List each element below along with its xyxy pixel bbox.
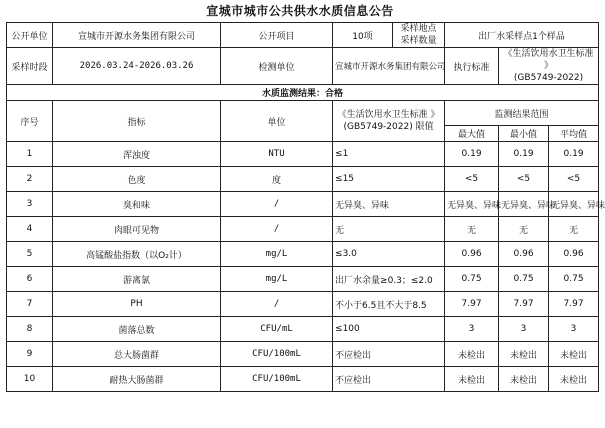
row-limit: ≤1 (333, 142, 445, 167)
standard-value: 《生活饮用水卫生标准 》 (GB5749-2022) (499, 48, 599, 85)
row-max: 无异臭、异味 (445, 192, 499, 217)
row-min: 无异臭、异味 (499, 192, 549, 217)
info-row-2 (7, 48, 599, 85)
site-label: 采样地点 采样数量 (393, 23, 445, 48)
row-limit: 无 (333, 217, 445, 242)
standard-label: 执行标准 (445, 48, 499, 85)
table-row (7, 242, 599, 267)
row-indicator: PH (53, 292, 221, 317)
row-index: 3 (7, 192, 53, 217)
table-row (7, 267, 599, 292)
row-unit: / (221, 192, 333, 217)
header-avg: 平均值 (549, 126, 599, 142)
row-limit: 不应检出 (333, 367, 445, 392)
row-min: 0.75 (499, 267, 549, 292)
header-range: 监测结果范围 (445, 101, 599, 126)
row-unit: CFU/mL (221, 317, 333, 342)
period-label: 采样时段 (7, 48, 53, 85)
table-row (7, 367, 599, 392)
row-index: 4 (7, 217, 53, 242)
row-indicator: 浑浊度 (53, 142, 221, 167)
publisher-value: 宣城市开源水务集团有限公司 (53, 23, 221, 48)
site-value: 出厂水采样点1个样品 (445, 23, 599, 48)
row-avg: 无 (549, 217, 599, 242)
row-indicator: 高锰酸盐指数（以O₂计） (53, 242, 221, 267)
row-min: 0.96 (499, 242, 549, 267)
result-line: 水质监测结果：合格 (7, 85, 599, 101)
row-index: 6 (7, 267, 53, 292)
row-index: 8 (7, 317, 53, 342)
row-limit: 不应检出 (333, 342, 445, 367)
notice-table (6, 22, 605, 392)
period-value: 2026.03.24-2026.03.26 (53, 48, 221, 85)
row-indicator: 肉眼可见物 (53, 217, 221, 242)
row-limit: ≤15 (333, 167, 445, 192)
row-unit: / (221, 217, 333, 242)
row-unit: 度 (221, 167, 333, 192)
row-min: 未检出 (499, 367, 549, 392)
row-max: 0.96 (445, 242, 499, 267)
row-avg: 7.97 (549, 292, 599, 317)
row-avg: 3 (549, 317, 599, 342)
row-max: 3 (445, 317, 499, 342)
row-max: 7.97 (445, 292, 499, 317)
header-index: 序号 (7, 101, 53, 142)
page-title: 宣城市城市公共供水水质信息公告 (206, 4, 394, 18)
row-index: 7 (7, 292, 53, 317)
row-index: 1 (7, 142, 53, 167)
row-index: 2 (7, 167, 53, 192)
row-min: 0.19 (499, 142, 549, 167)
row-index: 9 (7, 342, 53, 367)
row-limit: 不小于6.5且不大于8.5 (333, 292, 445, 317)
row-unit: CFU/100mL (221, 367, 333, 392)
lab-value: 宣城市开源水务集团有限公司 (333, 48, 445, 85)
row-max: 未检出 (445, 342, 499, 367)
row-avg: 0.19 (549, 142, 599, 167)
header-min: 最小值 (499, 126, 549, 142)
row-limit: ≤100 (333, 317, 445, 342)
row-limit: ≤3.0 (333, 242, 445, 267)
result-row (7, 85, 599, 101)
header-unit: 单位 (221, 101, 333, 142)
row-min: 未检出 (499, 342, 549, 367)
row-limit: 无异臭、异味 (333, 192, 445, 217)
header-max: 最大值 (445, 126, 499, 142)
row-unit: NTU (221, 142, 333, 167)
items-value: 10项 (333, 23, 393, 48)
row-unit: / (221, 292, 333, 317)
row-avg: 0.75 (549, 267, 599, 292)
header-limit: 《生活饮用水卫生标准 》 (GB5749-2022) 限值 (333, 101, 445, 142)
row-min: 7.97 (499, 292, 549, 317)
lab-label: 检测单位 (221, 48, 333, 85)
row-max: 无 (445, 217, 499, 242)
table-row (7, 192, 599, 217)
row-avg: <5 (549, 167, 599, 192)
items-label: 公开项目 (221, 23, 333, 48)
row-limit: 出厂水余量≥0.3；≤2.0 (333, 267, 445, 292)
table-row (7, 217, 599, 242)
row-index: 10 (7, 367, 53, 392)
header-indicator: 指标 (53, 101, 221, 142)
row-avg: 未检出 (549, 367, 599, 392)
info-row-1 (7, 23, 599, 48)
table-row (7, 167, 599, 192)
row-indicator: 色度 (53, 167, 221, 192)
table-row (7, 342, 599, 367)
row-max: <5 (445, 167, 499, 192)
row-max: 0.75 (445, 267, 499, 292)
row-min: 3 (499, 317, 549, 342)
publisher-label: 公开单位 (7, 23, 53, 48)
row-avg: 未检出 (549, 342, 599, 367)
row-unit: mg/L (221, 267, 333, 292)
row-indicator: 臭和味 (53, 192, 221, 217)
row-max: 0.19 (445, 142, 499, 167)
data-rows (7, 142, 605, 392)
header-row-1 (7, 101, 599, 126)
table-row (7, 142, 599, 167)
row-index: 5 (7, 242, 53, 267)
row-indicator: 游离氯 (53, 267, 221, 292)
row-indicator: 耐热大肠菌群 (53, 367, 221, 392)
row-avg: 0.96 (549, 242, 599, 267)
row-indicator: 菌落总数 (53, 317, 221, 342)
row-max: 未检出 (445, 367, 499, 392)
table-row (7, 292, 599, 317)
row-min: 无 (499, 217, 549, 242)
row-indicator: 总大肠菌群 (53, 342, 221, 367)
row-unit: mg/L (221, 242, 333, 267)
table-row (7, 317, 599, 342)
row-unit: CFU/100mL (221, 342, 333, 367)
row-avg: 无异臭、异味 (549, 192, 599, 217)
row-min: <5 (499, 167, 549, 192)
